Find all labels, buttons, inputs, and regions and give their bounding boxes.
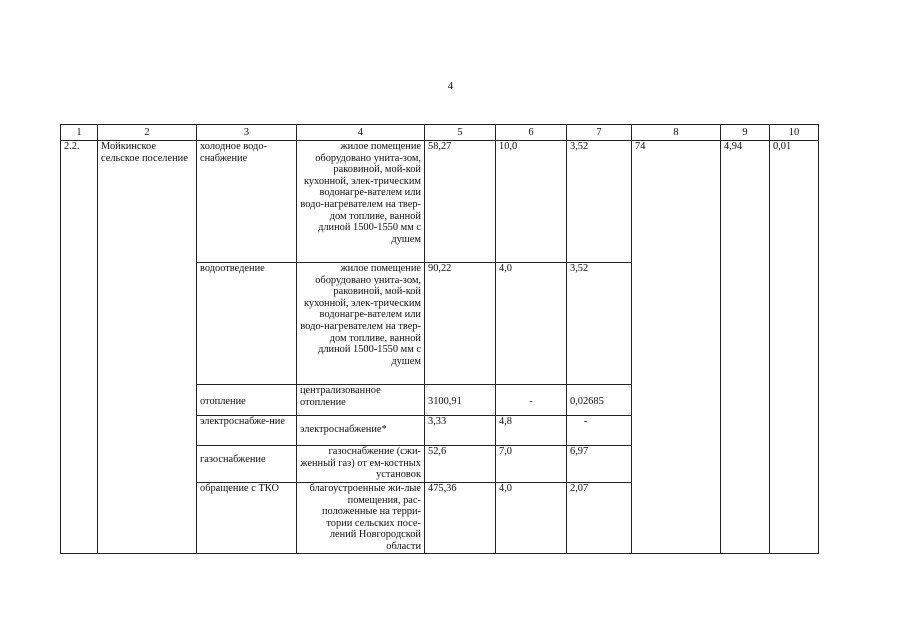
value-col5: 90,22 — [425, 263, 496, 385]
value-col5: 3100,91 — [425, 385, 496, 416]
value-col6: 4,8 — [496, 416, 567, 446]
value-col7: 2,07 — [567, 483, 632, 554]
service-description: электроснабжение* — [297, 416, 425, 446]
header-row — [61, 125, 819, 141]
service-description: жилое помещение оборудовано унита-зом, раковиной, мой-кой кухонной, элек-трическим водонагре-вателем или водо-нагревателем на твер-дом топливе, ванной длиной 1500-1550 мм с душем — [297, 263, 425, 385]
service-description: централизованное отопление — [297, 385, 425, 416]
value-col6: 7,0 — [496, 446, 567, 483]
value-col5: 58,27 — [425, 141, 496, 263]
table-row — [61, 141, 819, 263]
value-col6: - — [496, 385, 567, 416]
value-col6: 4,0 — [496, 263, 567, 385]
value-col5: 475,36 — [425, 483, 496, 554]
col-header-3: 3 — [197, 125, 297, 141]
page-number: 4 — [447, 80, 454, 92]
value-col6: 4,0 — [496, 483, 567, 554]
tariff-table — [60, 124, 819, 554]
service-name: газоснабжение — [197, 446, 297, 483]
service-description: жилое помещение оборудовано унита-зом, раковиной, мой-кой кухонной, элек-трическим водонагре-вателем или водо-нагревателем на твер-дом топливе, ванной длиной 1500-1550 мм с душем — [297, 141, 425, 263]
service-name: обращение с ТКО — [197, 483, 297, 554]
service-name: отопление — [197, 385, 297, 416]
col-header-9: 9 — [721, 125, 770, 141]
col-header-10: 10 — [770, 125, 819, 141]
value-col5: 52,6 — [425, 446, 496, 483]
col-header-8: 8 — [632, 125, 721, 141]
value-col5: 3,33 — [425, 416, 496, 446]
value-col7: - — [567, 416, 632, 446]
value-col6: 10,0 — [496, 141, 567, 263]
col-header-2: 2 — [98, 125, 197, 141]
value-col10: 0,01 — [770, 141, 819, 554]
value-col9: 4,94 — [721, 141, 770, 554]
col-header-4: 4 — [297, 125, 425, 141]
value-col7: 3,52 — [567, 263, 632, 385]
settlement-name: Мойкинское сельское поселение — [98, 141, 197, 554]
service-name: холодное водо-снабжение — [197, 141, 297, 263]
service-description: газоснабжение (сжи-женный газ) от ем-костных установок — [297, 446, 425, 483]
value-col7: 6,97 — [567, 446, 632, 483]
service-name: электроснабже-ние — [197, 416, 297, 446]
col-header-1: 1 — [61, 125, 98, 141]
col-header-5: 5 — [425, 125, 496, 141]
service-description: благоустроенные жи-лые помещения, рас-положенные на терри-тории сельских посе-лений Новгородской области — [297, 483, 425, 554]
col-header-7: 7 — [567, 125, 632, 141]
value-col7: 0,02685 — [567, 385, 632, 416]
row-number: 2.2. — [61, 141, 98, 554]
value-col7: 3,52 — [567, 141, 632, 263]
col-header-6: 6 — [496, 125, 567, 141]
value-col8: 74 — [632, 141, 721, 554]
service-name: водоотведение — [197, 263, 297, 385]
